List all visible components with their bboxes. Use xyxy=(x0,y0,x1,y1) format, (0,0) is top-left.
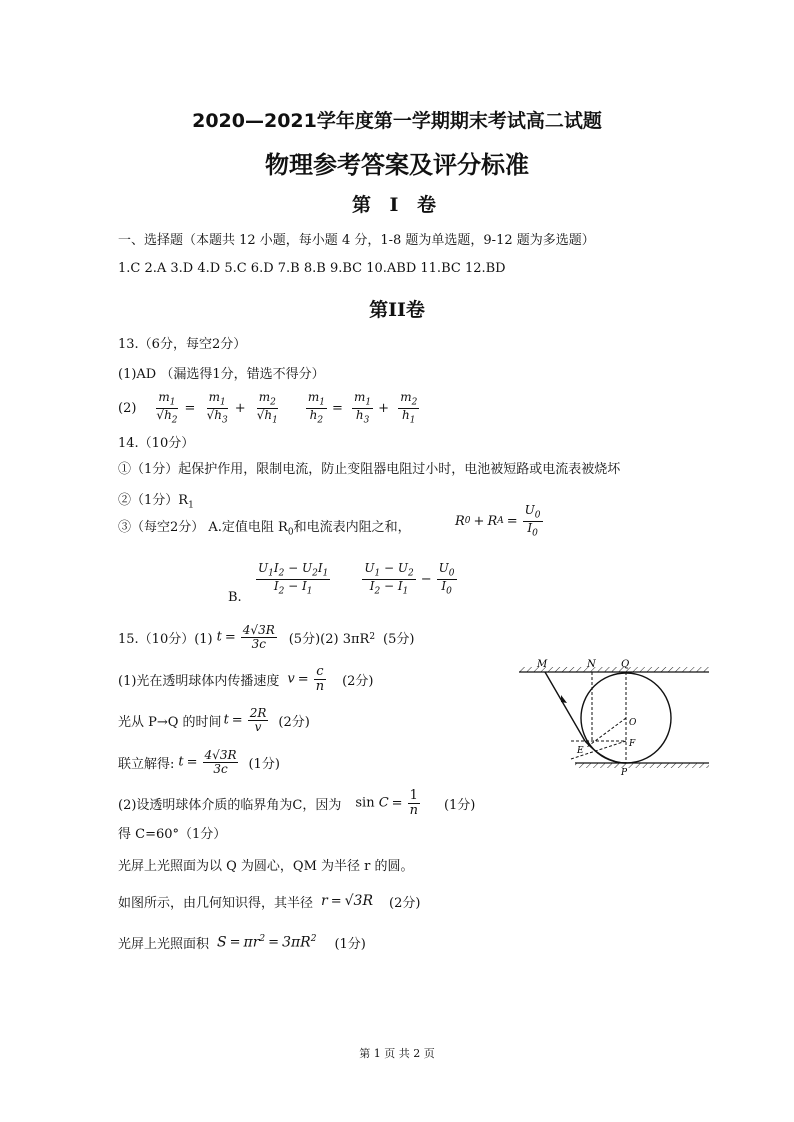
q15-line7-score: (2分) xyxy=(389,895,421,911)
q14-part4: B. xyxy=(228,590,242,605)
part1-heading: 第 Ⅰ 卷 xyxy=(351,194,443,216)
q15-line3 xyxy=(118,744,280,780)
q15-line7 xyxy=(118,889,420,913)
q14-part2-text: ②（1分）R xyxy=(118,493,189,508)
bottom-ground-hatch xyxy=(575,763,709,768)
q14-formula-b: $\frac{U_1I_2 - U_2I_1}{I_2 - I_1}$ $\frac{U_1 - U_2}{I_2 - I_1}$ − $\frac{U_0}{I_0}$ xyxy=(258,561,455,597)
q13-part2-label: (2) xyxy=(118,400,137,416)
q15-line2-score: (2分) xyxy=(278,714,310,730)
q13-formula-2: $\frac{m_1}{h_2}$ = $\frac{m_1}{h_3}$ + $\frac{m_2}{h_1}$ xyxy=(307,389,418,425)
section1-heading: 一、选择题（本题共 12 小题，每小题 4 分，1-8 题为单选题，9-12 题为多选题） xyxy=(118,233,595,248)
q13-part1: (1)AD （漏选得1分，错选不得分） xyxy=(118,367,325,382)
exam-title: 2020—2021学年度第一学期期末考试高二试题 xyxy=(192,110,602,132)
q15-line7-text: 如图所示，由几何知识得，其半径 xyxy=(118,895,314,911)
q15-score-text-1: (5分)(2) 3πR xyxy=(288,631,370,647)
q15-heading: 15.（10分）(1) t = $\frac{4√3R}{3c}$ (5分)(2) 3πR 2 (5分) xyxy=(118,622,415,651)
q15-line1-text: (1)光在透明球体内传播速度 xyxy=(118,673,280,689)
top-screen-hatch xyxy=(519,667,709,672)
q15-line1 xyxy=(118,662,373,696)
ray-me xyxy=(545,672,585,741)
q14-part3: ③（每空2分） A.定值电阻 $R_0$和电流表内阻之和， xyxy=(118,520,411,538)
q15-speed-formula: v = $\frac{c}{n}$ xyxy=(287,663,325,694)
q14-part1: ①（1分）起保护作用，限制电流，防止变阻器电阻过小时，电池被短路或电流表被烧坏 xyxy=(118,462,621,477)
q15-line6: 光屏上光照面为以 Q 为圆心，QM 为半径 r 的圆。 xyxy=(118,859,414,874)
label-q: Q xyxy=(621,659,630,670)
label-m: M xyxy=(537,659,548,670)
page-footer: 第 1 页 共 2 页 xyxy=(359,1047,435,1060)
q14-part2: ②（1分）$R_1$ xyxy=(118,493,194,511)
label-e: E xyxy=(577,746,584,756)
q15-line1-score: (2分) xyxy=(342,673,374,689)
label-p: P xyxy=(621,768,628,778)
q15-line4-text: (2)设透明球体介质的临界角为C，因为 xyxy=(118,797,342,813)
part2-heading: 第II卷 xyxy=(369,299,425,321)
q15-line4-score: (1分) xyxy=(443,797,476,813)
q15-result-formula: t = $\frac{4√3R}{3c}$ xyxy=(178,747,237,776)
label-n: N xyxy=(587,659,596,670)
q15-critical-angle-formula: sin C = $\frac{1}{n}$ xyxy=(355,787,418,818)
q14-heading: 14.（10分） xyxy=(118,436,195,451)
q13-formula-1: $\frac{m_1}{√h_2}$ = $\frac{m_1}{√h_3}$ + $\frac{m_2}{√h_1}$ xyxy=(156,389,278,425)
q15-line2 xyxy=(118,703,310,737)
q15-line5: 得 C=60°（1分） xyxy=(118,827,227,842)
q14-part3-text: ③（每空2分） A.定值电阻 R xyxy=(118,520,288,535)
q15-line2-text: 光从 P→Q 的时间 xyxy=(118,714,222,730)
choice-answers: 1.C 2.A 3.D 4.D 5.C 6.D 7.B 8.B 9.BC 10.ABD 11.BC 12.BD xyxy=(118,261,506,276)
q15-radius-formula: r = √3R xyxy=(321,893,373,909)
q13-heading: 13.（6分，每空2分） xyxy=(118,337,247,352)
optics-diagram xyxy=(515,655,715,780)
q15-area-formula: $S = \pi r^2 = 3\pi R^2$ xyxy=(217,933,317,951)
q15-line8-score: (1分) xyxy=(334,936,366,952)
q15-score-text-2: (5分) xyxy=(383,631,415,647)
q15-line8-text: 光屏上光照面积 xyxy=(118,936,210,952)
q15-time-formula: t = $\frac{4√3R}{3c}$ xyxy=(216,622,275,651)
q15-line3-score: (1分) xyxy=(248,756,280,772)
q15-line3-text: 联立解得: xyxy=(118,756,175,772)
q14-formula-a: R 0 + R A = $\frac{U_0}{I_0}$ xyxy=(455,503,541,539)
q15-line8 xyxy=(118,930,366,954)
q13-part2 xyxy=(118,388,421,428)
ray-arrow xyxy=(561,695,567,703)
q15-pq-time-formula: t = $\frac{2R}{v}$ xyxy=(223,705,267,734)
label-f: F xyxy=(629,739,636,749)
answer-key-title: 物理参考答案及评分标准 xyxy=(265,151,529,179)
q15-line4 xyxy=(118,786,475,820)
label-o: O xyxy=(629,718,637,728)
q14-part3-text-b: 和电流表内阻之和， xyxy=(293,520,411,535)
q15-heading-text: 15.（10分）(1) xyxy=(118,631,213,647)
